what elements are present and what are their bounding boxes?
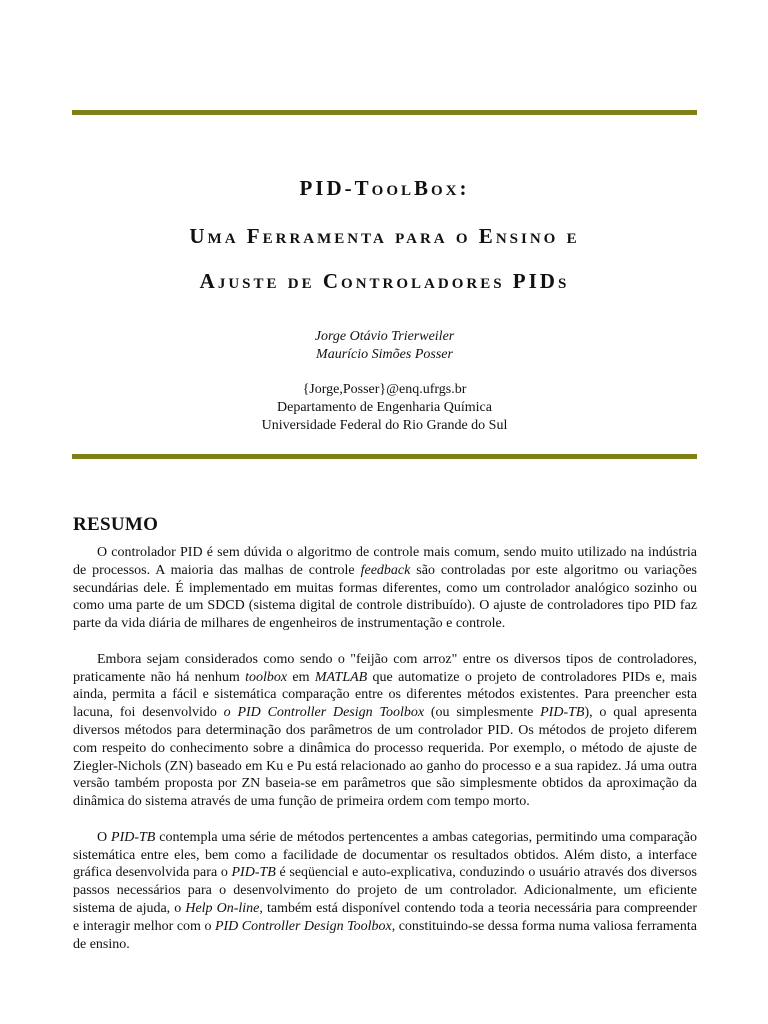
paragraph: O PID-TB contempla uma série de métodos pertencentes a ambas categorias, permitindo uma comparação sistemática entre eles, bem como a facilidade de documentar os resultados obtidos. Além disto, a interface gráfica desenvolvida para o PID-TB é seqüencial e auto-explicativa, conduzindo o usuário através dos diversos passos necessários para o desenvolvimento do projeto de um controlador. Adicionalmente, um eficiente sistema de ajuda, o Help On-line, também está disponível contendo toda a teoria necessária para compreender e interagir melhor com o PID Controller Design Toolbox, constituindo-se dessa forma numa valiosa ferramenta de ensino. xyxy=(73,829,698,952)
affiliation-block xyxy=(72,381,697,435)
title-line-2: Uma Ferramenta para o Ensino e xyxy=(189,224,580,248)
section-heading: RESUMO xyxy=(73,514,159,535)
title-line-3: Ajuste de Controladores PIDs xyxy=(199,269,570,293)
author-name: Jorge Otávio Trierweiler xyxy=(314,329,455,344)
title-line-1: PID-ToolBox: xyxy=(299,176,470,200)
top-rule xyxy=(72,110,697,115)
paragraph: O controlador PID é sem dúvida o algoritmo de controle mais comum, sendo muito utilizado na indústria de processos. A maioria das malhas de controle feedback são controladas por este algoritmo ou variações secundárias dele. É implementado em muitas formas diferentes, como um controlador analógico sozinho ou como uma parte de um SDCD (sistema digital de controle distribuído). O ajuste de controladores tipo PID faz parte da vida diária de milhares de engenheiros de instrumentação e controle. xyxy=(73,545,697,632)
author-name: Maurício Simões Posser xyxy=(316,347,453,362)
author-email: {Jorge,Posser}@enq.ufrgs.br xyxy=(302,382,467,397)
abstract-body xyxy=(73,544,697,971)
author-list xyxy=(72,328,697,364)
bottom-rule xyxy=(72,454,697,459)
department: Departamento de Engenharia Química xyxy=(277,400,492,415)
university: Universidade Federal do Rio Grande do Sul xyxy=(261,418,508,433)
paragraph: Embora sejam considerados como sendo o "feijão com arroz" entre os diversos tipos de controladores, praticamente não há nenhum toolbox em MATLAB que automatize o projeto de controladores PIDs e, mais ainda, permita a fácil e sistemática comparação entre os diferentes métodos existentes. Para preencher esta lacuna, foi desenvolvido o PID Controller Design Toolbox (ou simplesmente PID-TB), o qual apresenta diversos métodos para determinação dos parâmetros de um controlador PID. Os métodos de projeto diferem com respeito do conhecimento sobre a dinâmica do processo requerida. Por exemplo, o método de ajuste de Ziegler-Nichols (ZN) baseado em Ku e Pu está relacionado ao ganho do processo e a sua rapidez. Já uma outra versão também proposta por ZN baseia-se em parâmetros que são simplesmente obtidos da aproximação da dinâmica do sistema através de uma função de primeira ordem com tempo morto. xyxy=(73,651,697,810)
